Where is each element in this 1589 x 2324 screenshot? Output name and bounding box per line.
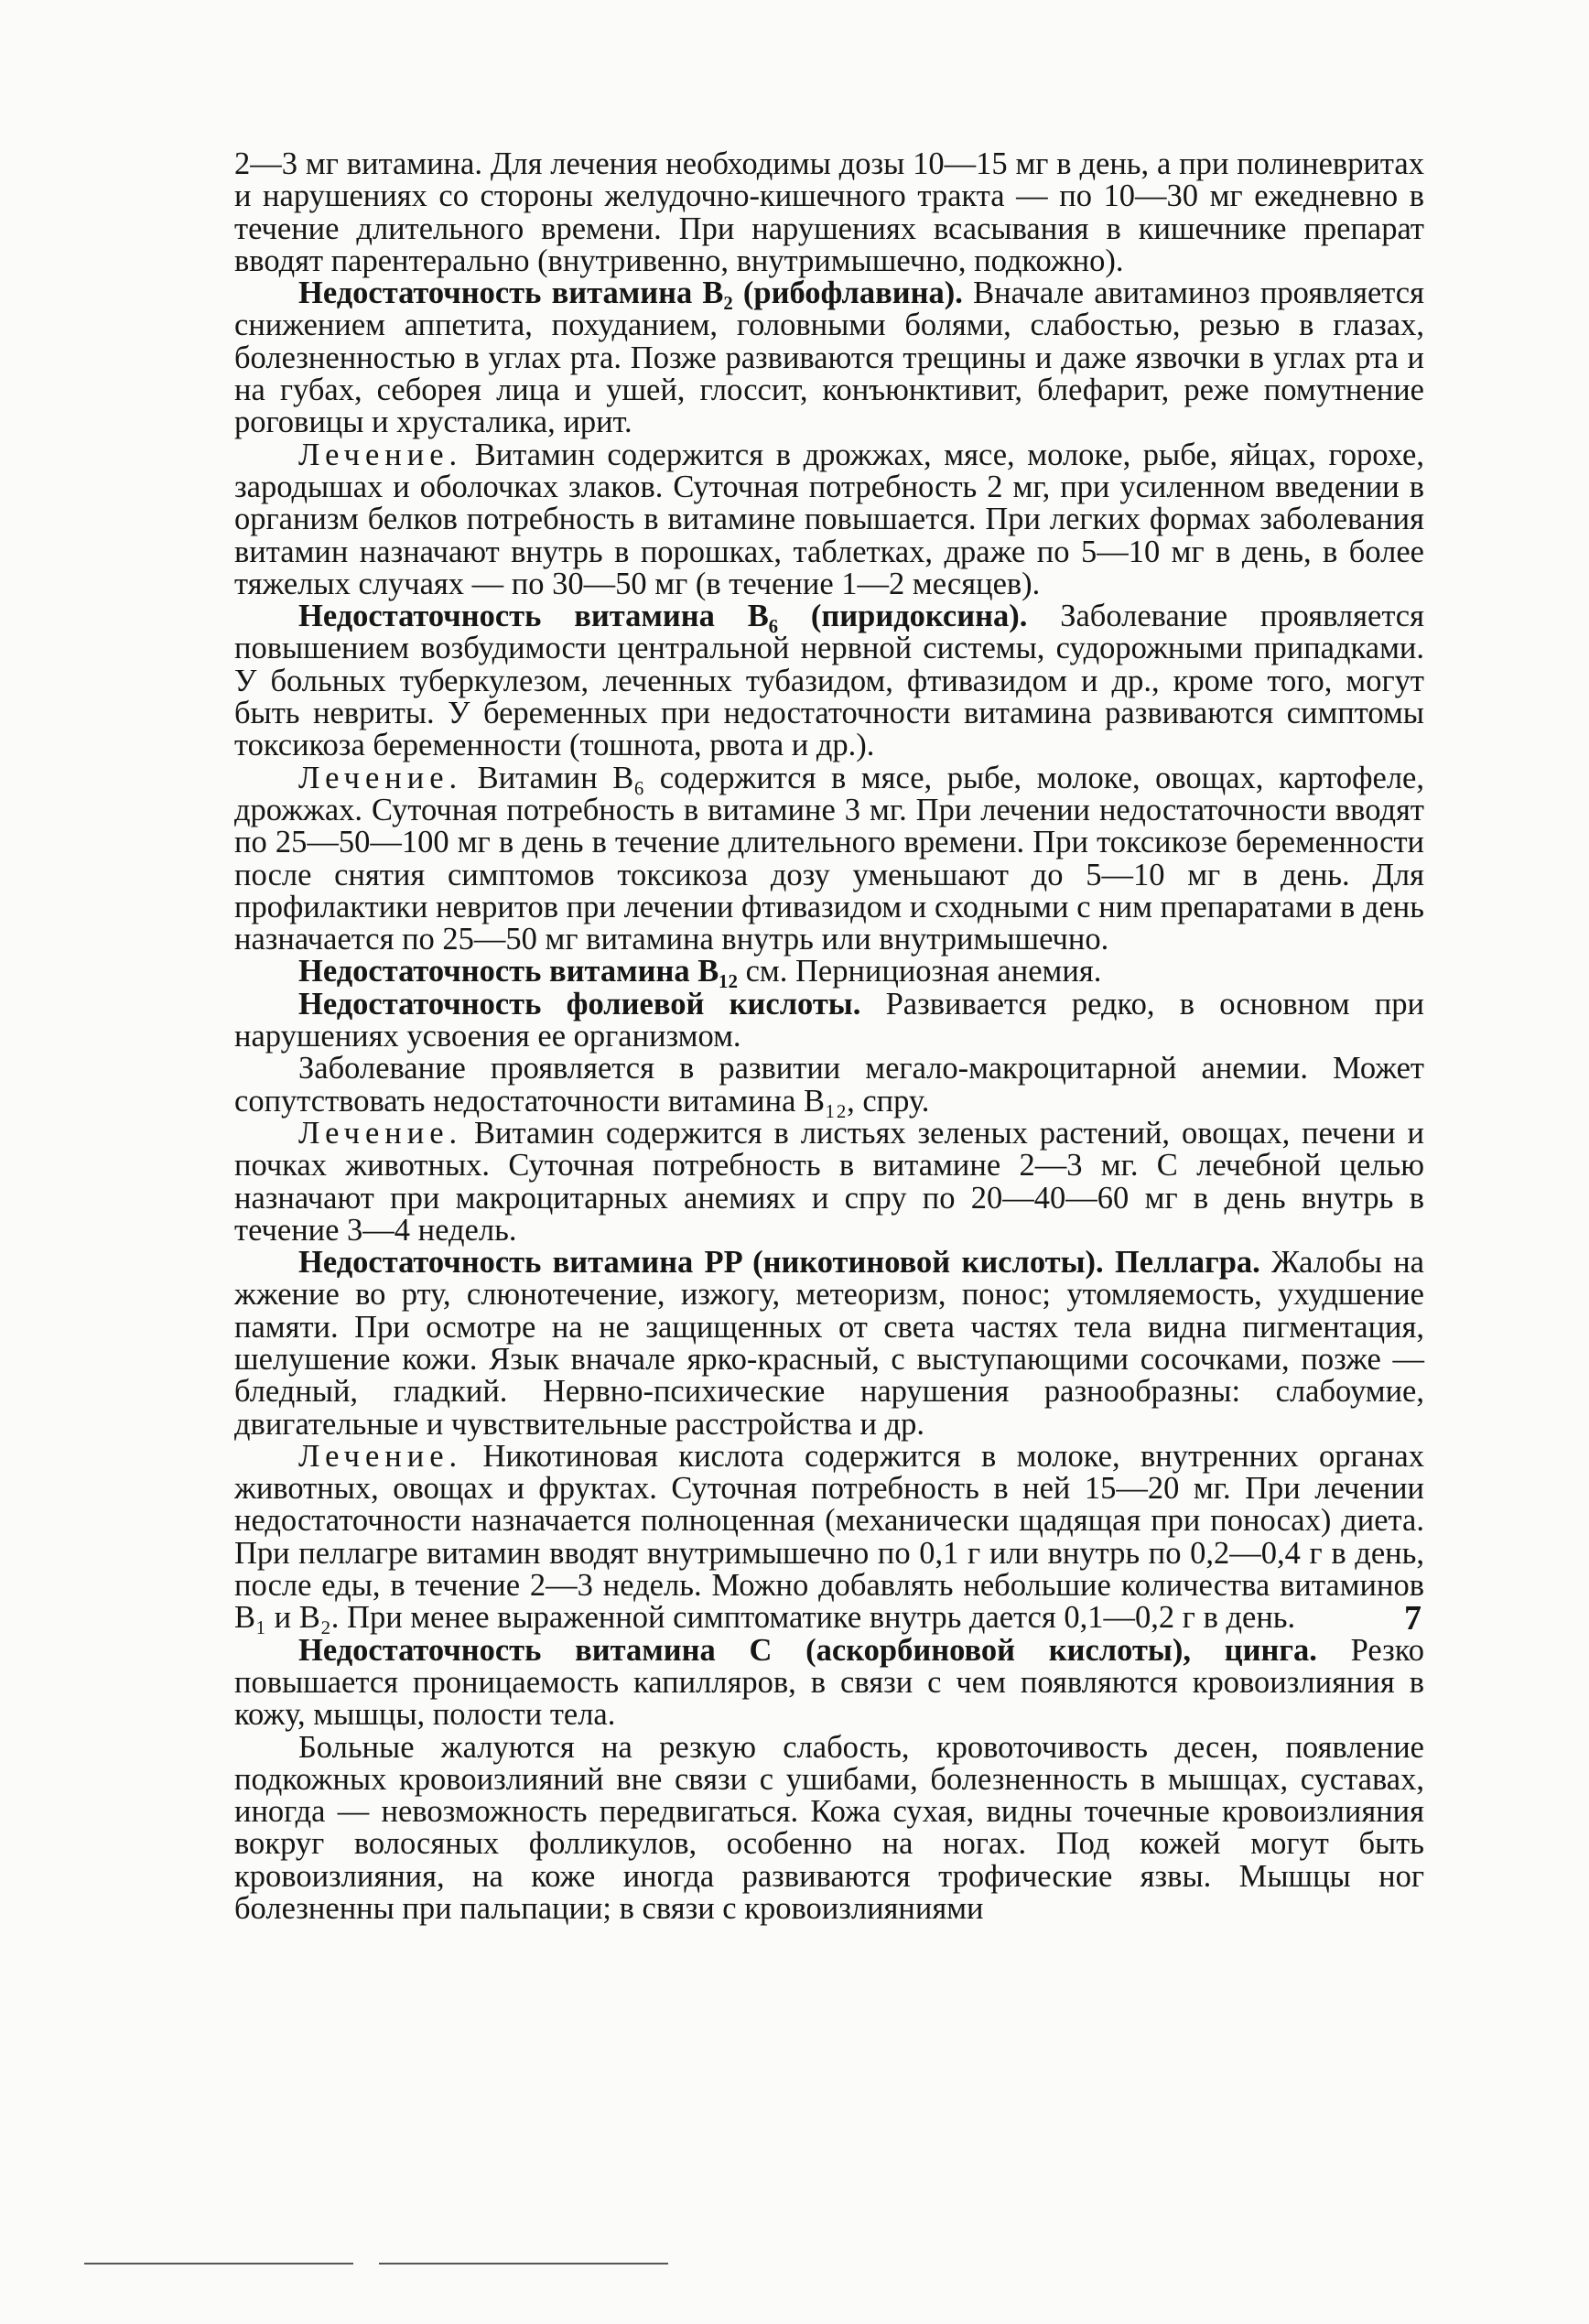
para-10-heading: Недостаточность витамина PP (никотиновой кислоты). Пеллагра.	[298, 1245, 1260, 1281]
paragraph-12	[234, 1632, 1424, 1733]
para-10-text: Жалобы на жжение во рту, слюнотечение, изжогу, метеоризм, понос; утомляемость, ухудшение памяти. При осмотре на не защищенных от света частях тела видна пигментация, шелушение кожи. Язык вначале ярко-красный, с выступающими сосочками, позже — бледный, гладкий. Нервно-психические нарушения разнообразны: слабоумие, двигательные и чувствительные расстройства и др.	[234, 1245, 1424, 1442]
paragraph-5	[234, 762, 1424, 957]
para-8-text: Заболевание проявляется в развитии мегало-макроцитарной анемии. Может сопутствовать недостаточности витамина B₁₂, спру.	[234, 1051, 1424, 1119]
paragraph-3	[234, 439, 1424, 600]
paragraph-7	[234, 986, 1424, 1054]
para-9-text: Витамин содержится в листьях зеленых растений, овощах, печени и почках животных. Суточная потребность в витамине 2—3 мг. С лечебной целью назначают при макроцитарных анемиях и спру по 20—40—60 мг в день внутрь в течение 3—4 недель.	[234, 1115, 1424, 1248]
paragraph-1	[234, 148, 1424, 277]
para-2-text: Вначале авитаминоз проявляется снижением аппетита, похуданием, головными болями, слабостью, резью в глазах, болезненностью в углах рта. Позже развиваются трещины и даже язвочки в углах рта и на губах, себорея лица и ушей, глоссит, конъюнктивит, блефарит, реже помутнение роговицы и хрусталика, ирит.	[234, 276, 1424, 440]
para-3-spaced: Лечение.	[298, 437, 463, 472]
para-7-text: Развивается редко, в основном при нарушениях усвоения ее организмом.	[234, 986, 1424, 1054]
para-7-heading: Недостаточность фолиевой кислоты.	[298, 986, 861, 1021]
para-12-text: Резко повышается проницаемость капилляров, в связи с чем появляются кровоизлияния в кожу, мышцы, полости тела.	[234, 1632, 1424, 1733]
footer-rule-right	[379, 2263, 668, 2265]
paragraph-10	[234, 1247, 1424, 1441]
para-3-text: Витамин содержится в дрожжах, мясе, молоке, рыбе, яйцах, горохе, зародышах и оболочках злаков. Суточная потребность 2 мг, при усиленном введении в организм белков потребность в витамине повышается. При легких формах заболевания витамин назначают внутрь в порошках, таблетках, драже по 5—10 мг в день, в более тяжелых случаях — по 30—50 мг (в течение 1—2 месяцев).	[234, 437, 1424, 601]
paragraph-2	[234, 277, 1424, 438]
para-6-text: см. Пернициозная анемия.	[737, 954, 1102, 989]
paragraph-4	[234, 600, 1424, 762]
page-number: 7	[1404, 1599, 1421, 1638]
para-4-text: Заболевание проявляется повышением возбудимости центральной нервной системы, судорожными припадками. У больных туберкулезом, леченных тубазидом, фтивазидом и др., кроме того, могут быть невриты. У беременных при недостаточности витамина развиваются симптомы токсикоза беременности (тошнота, рвота и др.).	[234, 599, 1424, 763]
para-11-spaced: Лечение.	[298, 1438, 463, 1474]
paragraph-11	[234, 1438, 1424, 1636]
para-5-spaced: Лечение.	[298, 760, 463, 795]
para-1-text: 2—3 мг витамина. Для лечения необходимы дозы 10—15 мг в день, а при полиневритах и нарушениях со стороны желудочно-кишечного тракта — по 10—30 мг ежедневно в течение длительного времени. При нарушениях всасывания в кишечнике препарат вводят парентерально (внутривенно, внутримышечно, подкожно).	[234, 146, 1424, 278]
paragraph-9	[234, 1115, 1424, 1248]
para-12-heading: Недостаточность витамина C (аскорбиновой кислоты), цинга.	[298, 1632, 1317, 1668]
page-body-text	[234, 148, 1424, 1925]
para-11-text: Никотиновая кислота содержится в молоке, внутренних органах животных, овощах и фруктах. Суточная потребность в ней 15—20 мг. При лечении недостаточности назначается полноценная (механически щадящая при поносах) диета. При пеллагре витамин вводят внутримышечно по 0,1 г или внутрь по 0,2—0,4 г в день, после еды, в течение 2—3 недель. Можно добавлять небольшие количества витаминов B₁ и B₂. При менее выраженной симптоматике внутрь дается 0,1—0,2 г в день.	[234, 1438, 1424, 1636]
para-6-heading: Недостаточность витамина B₁₂	[298, 954, 738, 989]
para-2-heading: Недостаточность витамина B₂ (рибофлавина).	[298, 276, 963, 311]
para-5-text: Витамин B₆ содержится в мясе, рыбе, молоке, овощах, картофеле, дрожжах. Суточная потребность в витамине 3 мг. При лечении недостаточности вводят по 25—50—100 мг в день в течение длительного времени. При токсикозе беременности после снятия симптомов токсикоза дозу уменьшают до 5—10 мг в день. Для профилактики невритов при лечении фтивазидом и сходными с ним препаратами в день назначается по 25—50 мг витамина внутрь или внутримышечно.	[234, 760, 1424, 957]
para-9-spaced: Лечение.	[298, 1115, 463, 1151]
paragraph-13	[234, 1729, 1424, 1927]
para-4-heading: Недостаточность витамина B₆ (пиридоксина).	[298, 599, 1028, 634]
paragraph-8	[234, 1053, 1424, 1118]
footer-rule-left	[84, 2263, 353, 2265]
paragraph-6	[234, 956, 1424, 988]
para-13-text: Больные жалуются на резкую слабость, кровоточивость десен, появление подкожных кровоизлияний вне связи с ушибами, болезненность в мышцах, суставах, иногда — невозможность передвигаться. Кожа сухая, видны точечные кровоизлияния вокруг волосяных фолликулов, особенно на ногах. Под кожей могут быть кровоизлияния, на коже иногда развиваются трофические язвы. Мышцы ног болезненны при пальпации; в связи с кровоизлияниями	[234, 1729, 1424, 1927]
